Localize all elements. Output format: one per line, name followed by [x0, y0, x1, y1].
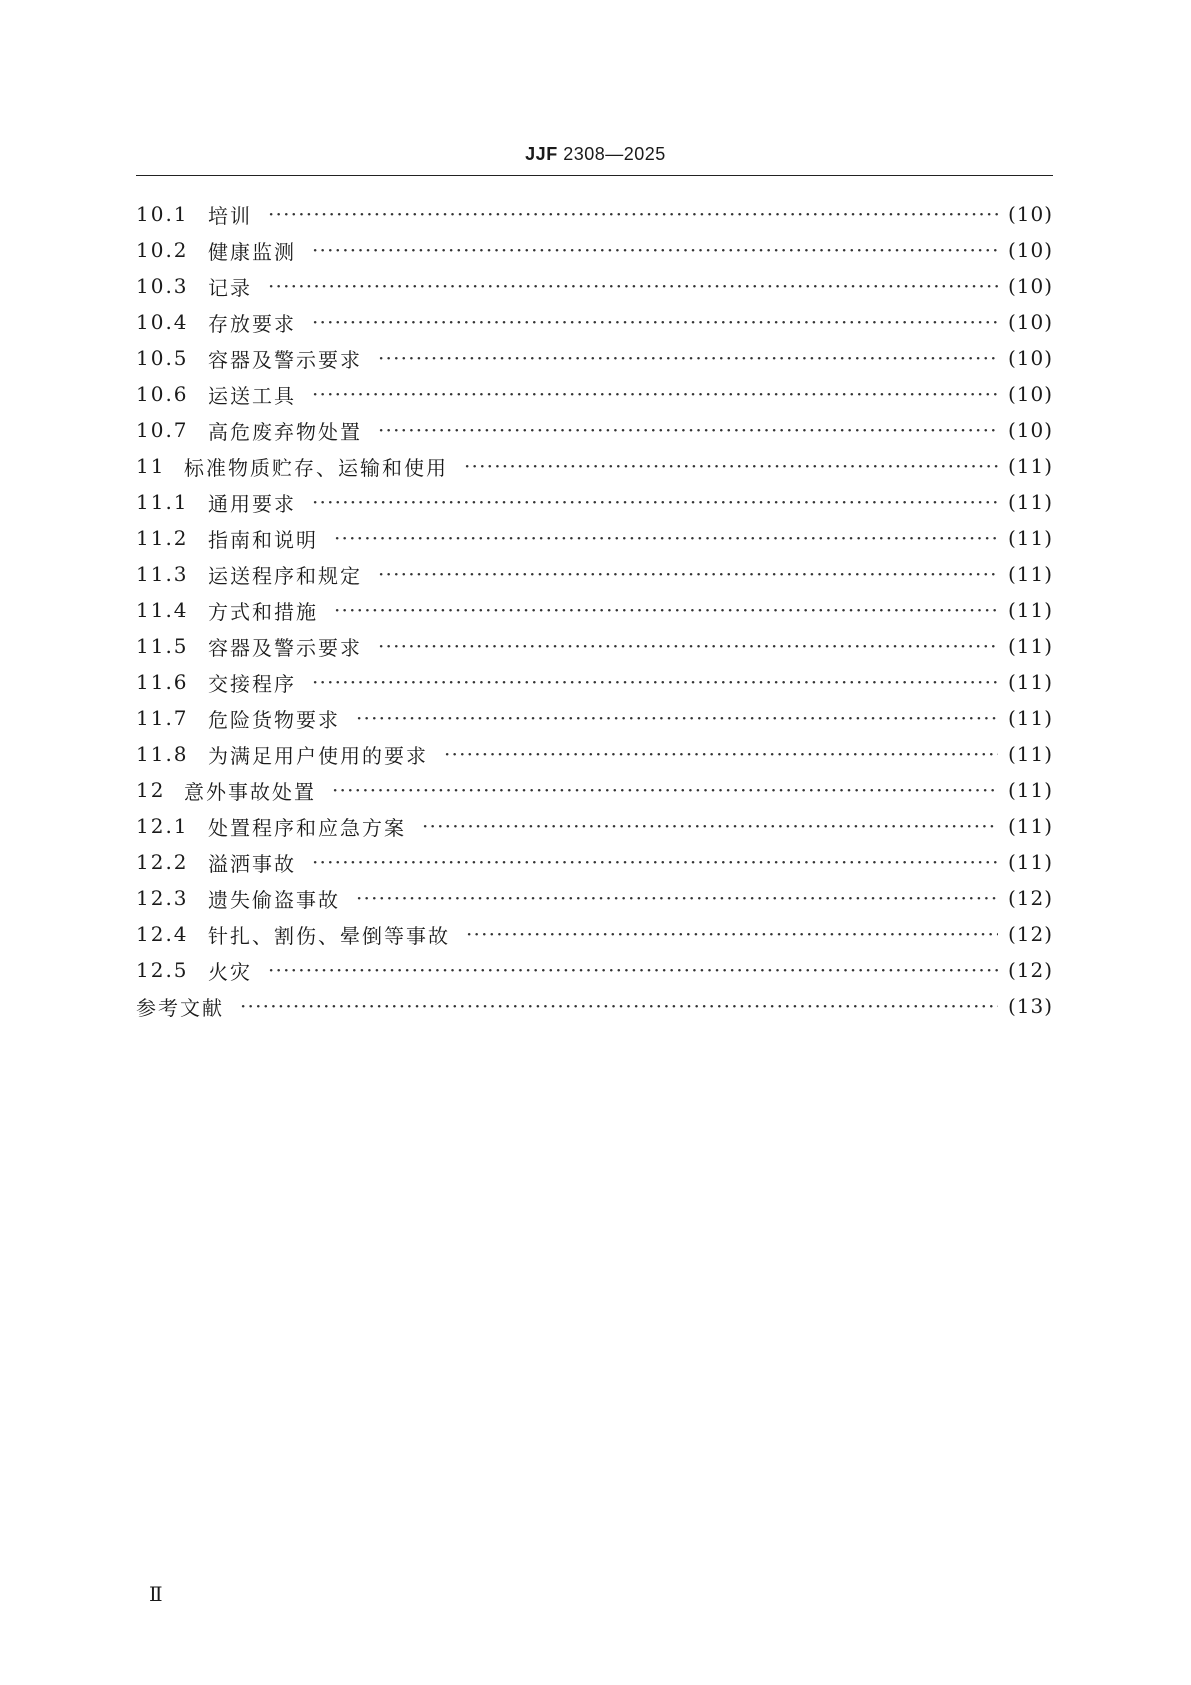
toc-dot-leader — [312, 382, 998, 406]
toc-entry-page: (10) — [1007, 382, 1053, 406]
toc-entry[interactable] — [136, 844, 1053, 880]
toc-entry-number: 11.1 — [136, 490, 189, 514]
toc-entry-page: (13) — [1007, 994, 1053, 1018]
toc-entry-page: (10) — [1007, 202, 1053, 226]
toc-entry-page: (11) — [1007, 490, 1053, 514]
toc-entry-title: 标准物质贮存、运输和使用 — [184, 455, 448, 480]
toc-entry[interactable] — [136, 412, 1053, 448]
toc-entry[interactable] — [136, 772, 1053, 808]
toc-dot-leader — [268, 202, 998, 226]
toc-entry-title: 健康监测 — [208, 239, 296, 264]
toc-dot-leader — [268, 274, 998, 298]
toc-entry[interactable] — [136, 232, 1053, 268]
toc-entry-number: 10.5 — [136, 346, 189, 370]
toc-dot-leader — [378, 418, 998, 442]
toc-entry-title: 通用要求 — [208, 491, 296, 516]
toc-entry-number: 12 — [136, 778, 166, 802]
toc-entry-title: 溢洒事故 — [208, 851, 296, 876]
toc-entry-page: (11) — [1007, 454, 1053, 478]
toc-entry-page: (11) — [1007, 814, 1053, 838]
toc-entry-title: 记录 — [208, 275, 252, 300]
toc-entry-page: (10) — [1007, 346, 1053, 370]
standard-code-number: 2308—2025 — [563, 144, 666, 164]
toc-entry[interactable] — [136, 484, 1053, 520]
toc-entry-title: 方式和措施 — [208, 599, 318, 624]
toc-dot-leader — [312, 850, 998, 874]
toc-dot-leader — [268, 958, 998, 982]
toc-dot-leader — [312, 310, 998, 334]
toc-dot-leader — [422, 814, 998, 838]
toc-entry[interactable] — [136, 304, 1053, 340]
toc-entry-page: (10) — [1007, 274, 1053, 298]
toc-entry-title: 指南和说明 — [208, 527, 318, 552]
toc-entry-title: 危险货物要求 — [208, 707, 340, 732]
toc-entry-title: 为满足用户使用的要求 — [208, 743, 428, 768]
toc-entry-number: 12.1 — [136, 814, 189, 838]
toc-entry-number: 12.3 — [136, 886, 189, 910]
toc-entry[interactable] — [136, 196, 1053, 232]
toc-entry[interactable] — [136, 448, 1053, 484]
toc-entry-page: (11) — [1007, 706, 1053, 730]
toc-entry-page: (12) — [1007, 958, 1053, 982]
toc-entry[interactable] — [136, 736, 1053, 772]
toc-entry-number: 11.5 — [136, 634, 189, 658]
toc-entry-page: (11) — [1007, 778, 1053, 802]
toc-entry-number: 11.7 — [136, 706, 189, 730]
toc-entry-number: 12.5 — [136, 958, 189, 982]
toc-entry-title: 针扎、割伤、晕倒等事故 — [208, 923, 450, 948]
toc-entry-number: 10.2 — [136, 238, 189, 262]
standard-code-prefix: JJF — [525, 144, 558, 164]
toc-entry-page: (12) — [1007, 922, 1053, 946]
toc-dot-leader — [312, 670, 998, 694]
toc-entry-number: 10.1 — [136, 202, 189, 226]
toc-entry-page: (11) — [1007, 670, 1053, 694]
toc-dot-leader — [466, 922, 998, 946]
toc-entry-page: (10) — [1007, 238, 1053, 262]
toc-dot-leader — [356, 886, 998, 910]
toc-entry-page: (11) — [1007, 562, 1053, 586]
toc-dot-leader — [356, 706, 998, 730]
toc-entry-number: 11 — [136, 454, 166, 478]
toc-entry-title: 培训 — [208, 203, 252, 228]
toc-entry-number: 11.3 — [136, 562, 189, 586]
toc-entry[interactable] — [136, 916, 1053, 952]
toc-entry[interactable] — [136, 592, 1053, 628]
toc-entry-number: 12.2 — [136, 850, 189, 874]
toc-entry-number: 10.6 — [136, 382, 189, 406]
toc-entry[interactable] — [136, 268, 1053, 304]
toc-entry-page: (12) — [1007, 886, 1053, 910]
toc-entry-page: (11) — [1007, 598, 1053, 622]
toc-entry-title: 处置程序和应急方案 — [208, 815, 406, 840]
toc-entry[interactable] — [136, 700, 1053, 736]
toc-entry-page: (10) — [1007, 310, 1053, 334]
toc-entry-page: (11) — [1007, 634, 1053, 658]
toc-entry-title: 参考文献 — [136, 995, 224, 1020]
toc-entry-page: (11) — [1007, 526, 1053, 550]
document-header — [0, 144, 1191, 165]
page-number: Ⅱ — [149, 1582, 163, 1606]
toc-entry-title: 容器及警示要求 — [208, 347, 362, 372]
toc-dot-leader — [378, 562, 998, 586]
toc-entry-page: (11) — [1007, 742, 1053, 766]
toc-entry-title: 火灾 — [208, 959, 252, 984]
toc-entry-page: (10) — [1007, 418, 1053, 442]
toc-entry-title: 容器及警示要求 — [208, 635, 362, 660]
toc-dot-leader — [332, 778, 998, 802]
toc-entry-number: 10.3 — [136, 274, 189, 298]
toc-dot-leader — [334, 526, 998, 550]
toc-dot-leader — [378, 346, 998, 370]
toc-entry-number: 11.6 — [136, 670, 189, 694]
toc-dot-leader — [312, 238, 998, 262]
toc-entry[interactable] — [136, 556, 1053, 592]
toc-dot-leader — [312, 490, 998, 514]
toc-entry-title: 意外事故处置 — [184, 779, 316, 804]
toc-entry-title: 存放要求 — [208, 311, 296, 336]
toc-entry[interactable] — [136, 952, 1053, 988]
toc-entry[interactable] — [136, 808, 1053, 844]
table-of-contents — [136, 196, 1053, 1024]
toc-entry-number: 11.4 — [136, 598, 189, 622]
toc-entry-number: 11.2 — [136, 526, 189, 550]
toc-dot-leader — [240, 994, 998, 1018]
toc-entry[interactable] — [136, 988, 1053, 1024]
toc-entry-title: 交接程序 — [208, 671, 296, 696]
toc-entry-number: 10.4 — [136, 310, 189, 334]
toc-entry[interactable] — [136, 340, 1053, 376]
toc-entry-title: 高危废弃物处置 — [208, 419, 362, 444]
toc-entry-title: 运送工具 — [208, 383, 296, 408]
toc-dot-leader — [444, 742, 998, 766]
toc-entry-number: 12.4 — [136, 922, 189, 946]
toc-entry[interactable] — [136, 520, 1053, 556]
toc-dot-leader — [378, 634, 998, 658]
toc-entry-title: 运送程序和规定 — [208, 563, 362, 588]
toc-entry-number: 11.8 — [136, 742, 189, 766]
toc-entry[interactable] — [136, 664, 1053, 700]
header-rule — [136, 175, 1053, 176]
toc-dot-leader — [334, 598, 998, 622]
toc-entry-number: 10.7 — [136, 418, 189, 442]
toc-entry[interactable] — [136, 376, 1053, 412]
toc-entry-title: 遗失偷盗事故 — [208, 887, 340, 912]
toc-entry-page: (11) — [1007, 850, 1053, 874]
toc-entry[interactable] — [136, 628, 1053, 664]
toc-entry[interactable] — [136, 880, 1053, 916]
toc-dot-leader — [464, 454, 998, 478]
